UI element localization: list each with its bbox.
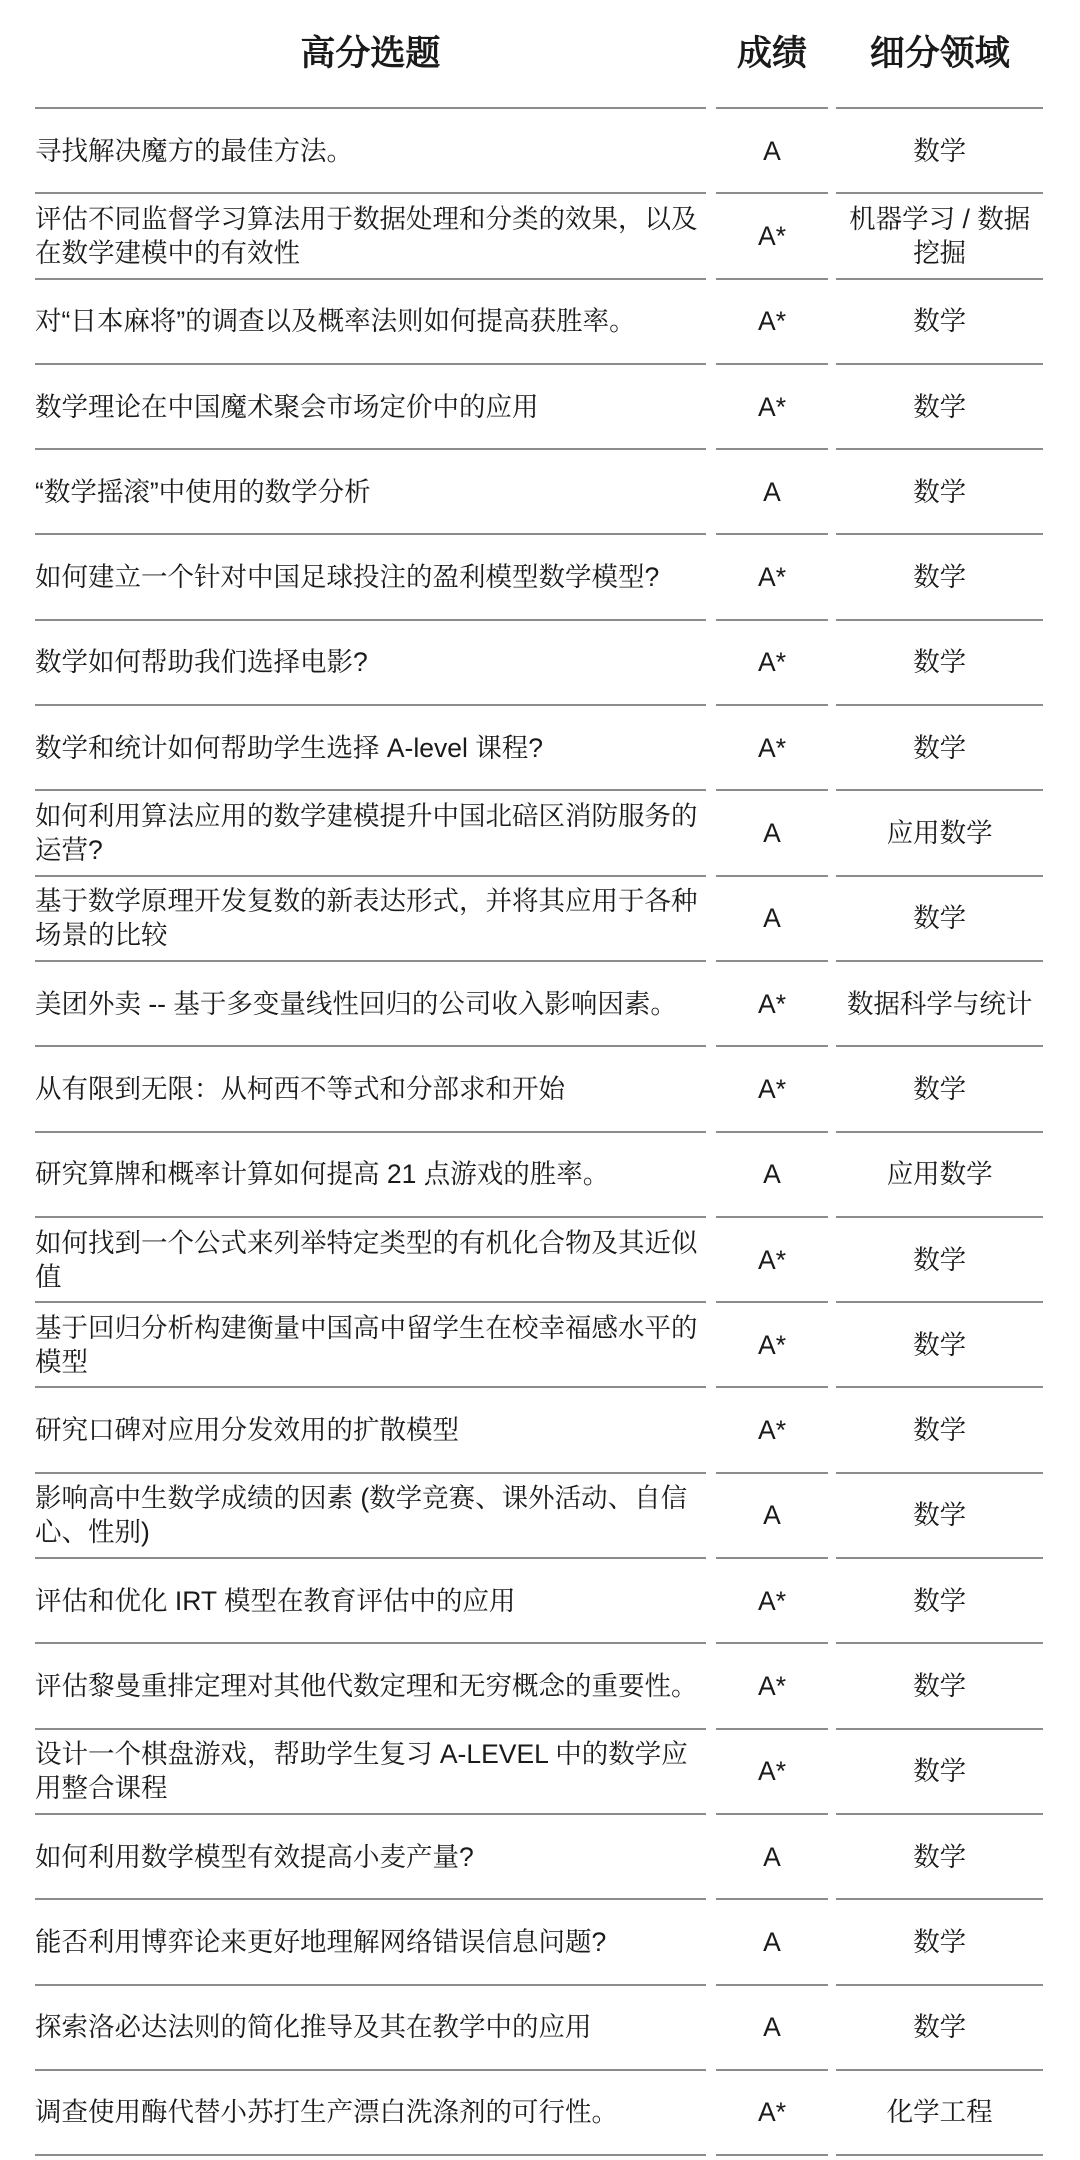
grade-cell: A* [716, 2069, 829, 2154]
topic-cell: 设计一个棋盘游戏，帮助学生复习 A-LEVEL 中的数学应用整合课程 [35, 1728, 706, 1813]
table-row [35, 533, 1043, 618]
table-row [35, 2069, 1043, 2154]
bottom-border-field [836, 2154, 1043, 2156]
field-cell: 数学 [836, 533, 1043, 618]
topic-cell: 寻找解决魔方的最佳方法。 [35, 107, 706, 192]
table-row [35, 1045, 1043, 1130]
field-cell: 化学工程 [836, 2069, 1043, 2154]
grade-cell: A [716, 1131, 829, 1216]
table-row [35, 1557, 1043, 1642]
grade-cell: A* [716, 278, 829, 363]
table-row [35, 1216, 1043, 1301]
table-row [35, 1472, 1043, 1557]
column-header-grade: 成绩 [737, 33, 808, 73]
topic-cell: 如何利用算法应用的数学建模提升中国北碚区消防服务的运营? [35, 789, 706, 874]
grade-cell: A* [716, 704, 829, 789]
table-body [35, 107, 1043, 2154]
table-row [35, 1984, 1043, 2069]
column-header-topic: 高分选题 [300, 33, 441, 73]
topic-cell: 如何找到一个公式来列举特定类型的有机化合物及其近似值 [35, 1216, 706, 1301]
field-cell: 数学 [836, 1813, 1043, 1898]
topic-cell: 能否利用博弈论来更好地理解网络错误信息问题? [35, 1898, 706, 1983]
topic-cell: 评估和优化 IRT 模型在教育评估中的应用 [35, 1557, 706, 1642]
field-cell: 数据科学与统计 [836, 960, 1043, 1045]
bottom-border-topic [35, 2154, 706, 2156]
topic-cell: 影响高中生数学成绩的因素 (数学竞赛、课外活动、自信心、性别) [35, 1472, 706, 1557]
grade-cell: A* [716, 1642, 829, 1727]
table-row [35, 619, 1043, 704]
field-cell: 数学 [836, 1898, 1043, 1983]
topic-cell: 数学如何帮助我们选择电影? [35, 619, 706, 704]
field-cell: 应用数学 [836, 789, 1043, 874]
table-row [35, 278, 1043, 363]
grade-cell: A [716, 789, 829, 874]
field-cell: 应用数学 [836, 1131, 1043, 1216]
field-cell: 机器学习 / 数据挖掘 [836, 192, 1043, 277]
field-cell: 数学 [836, 704, 1043, 789]
field-cell: 数学 [836, 1557, 1043, 1642]
table-row [35, 1728, 1043, 1813]
topic-cell: 对“日本麻将”的调查以及概率法则如何提高获胜率。 [35, 278, 706, 363]
field-cell: 数学 [836, 1045, 1043, 1130]
table-row [35, 875, 1043, 960]
table-row [35, 1642, 1043, 1727]
topic-cell: 评估不同监督学习算法用于数据处理和分类的效果，以及在数学建模中的有效性 [35, 192, 706, 277]
topic-cell: 美团外卖 -- 基于多变量线性回归的公司收入影响因素。 [35, 960, 706, 1045]
table-row [35, 448, 1043, 533]
topic-cell: “数学摇滚”中使用的数学分析 [35, 448, 706, 533]
topic-cell: 研究口碑对应用分发效用的扩散模型 [35, 1386, 706, 1471]
column-header-field: 细分领域 [869, 33, 1010, 73]
field-cell: 数学 [836, 1472, 1043, 1557]
table-row [35, 1813, 1043, 1898]
topic-cell: 研究算牌和概率计算如何提高 21 点游戏的胜率。 [35, 1131, 706, 1216]
topic-cell: 从有限到无限：从柯西不等式和分部求和开始 [35, 1045, 706, 1130]
grade-cell: A [716, 1813, 829, 1898]
field-cell: 数学 [836, 107, 1043, 192]
table-row [35, 1898, 1043, 1983]
grade-cell: A* [716, 533, 829, 618]
topic-cell: 如何建立一个针对中国足球投注的盈利模型数学模型? [35, 533, 706, 618]
table-row [35, 704, 1043, 789]
grade-cell: A [716, 1472, 829, 1557]
field-cell: 数学 [836, 875, 1043, 960]
grade-cell: A* [716, 1386, 829, 1471]
grade-cell: A [716, 875, 829, 960]
topic-cell: 基于数学原理开发复数的新表达形式，并将其应用于各种场景的比较 [35, 875, 706, 960]
grade-cell: A [716, 1898, 829, 1983]
grade-cell: A* [716, 1216, 829, 1301]
table-row [35, 107, 1043, 192]
field-cell: 数学 [836, 1642, 1043, 1727]
topic-cell: 评估黎曼重排定理对其他代数定理和无穷概念的重要性。 [35, 1642, 706, 1727]
topic-cell: 数学理论在中国魔术聚会市场定价中的应用 [35, 363, 706, 448]
grade-cell: A* [716, 1301, 829, 1386]
table-row [35, 789, 1043, 874]
field-cell: 数学 [836, 363, 1043, 448]
field-cell: 数学 [836, 1386, 1043, 1471]
grade-cell: A* [716, 363, 829, 448]
table-row [35, 1386, 1043, 1471]
table-row [35, 960, 1043, 1045]
table-header-row [35, 0, 1043, 107]
topic-cell: 基于回归分析构建衡量中国高中留学生在校幸福感水平的模型 [35, 1301, 706, 1386]
table-row [35, 1131, 1043, 1216]
bottom-border-grade [716, 2154, 829, 2156]
topic-cell: 探索洛必达法则的简化推导及其在教学中的应用 [35, 1984, 706, 2069]
grade-cell: A* [716, 960, 829, 1045]
topic-cell: 如何利用数学模型有效提高小麦产量? [35, 1813, 706, 1898]
table-row [35, 192, 1043, 277]
table-row [35, 1301, 1043, 1386]
field-cell: 数学 [836, 278, 1043, 363]
grade-cell: A* [716, 619, 829, 704]
grade-cell: A* [716, 1557, 829, 1642]
field-cell: 数学 [836, 1984, 1043, 2069]
table-row [35, 363, 1043, 448]
grade-cell: A [716, 448, 829, 533]
grade-cell: A [716, 1984, 829, 2069]
field-cell: 数学 [836, 448, 1043, 533]
grade-cell: A [716, 107, 829, 192]
field-cell: 数学 [836, 1216, 1043, 1301]
topic-cell: 数学和统计如何帮助学生选择 A-level 课程? [35, 704, 706, 789]
grade-cell: A* [716, 192, 829, 277]
grade-cell: A* [716, 1045, 829, 1130]
field-cell: 数学 [836, 619, 1043, 704]
field-cell: 数学 [836, 1301, 1043, 1386]
grade-cell: A* [716, 1728, 829, 1813]
topic-cell: 调查使用酶代替小苏打生产漂白洗涤剂的可行性。 [35, 2069, 706, 2154]
field-cell: 数学 [836, 1728, 1043, 1813]
